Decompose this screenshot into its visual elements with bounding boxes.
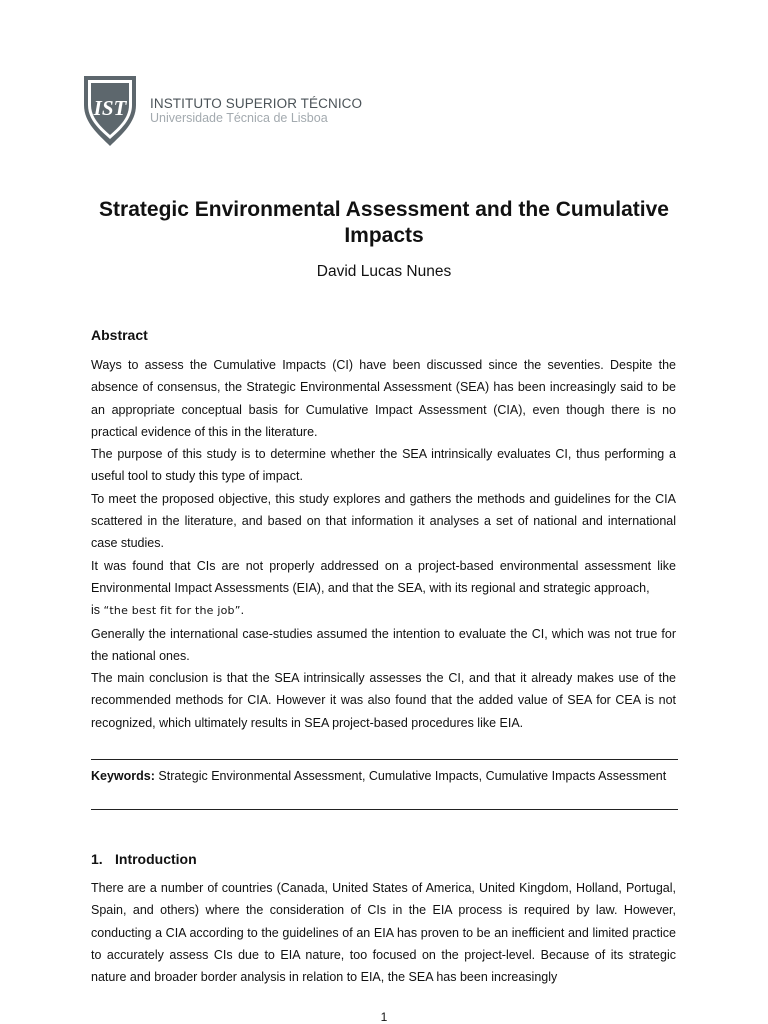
abstract-paragraph: It was found that CIs are not properly addressed on a project-based environmental assessment like Environmental Impact Assessments (EIA), and that the SEA, with its regional and strategic approach, xyxy=(91,558,676,595)
quote-suffix: . xyxy=(240,603,245,618)
abstract-paragraph: The purpose of this study is to determine whether the SEA intrinsically evaluates CI, thus performing a useful tool to study this type of impact. xyxy=(91,447,676,484)
keywords-text: Strategic Environmental Assessment, Cumulative Impacts, Cumulative Impacts Assessment xyxy=(158,769,667,783)
paper-author: David Lucas Nunes xyxy=(316,263,452,280)
page-number: 1 xyxy=(380,1010,388,1024)
abstract-quote-line xyxy=(91,599,676,622)
logo-monogram: IST xyxy=(93,96,127,120)
institution-name: INSTITUTO SUPERIOR TÉCNICO xyxy=(150,96,363,111)
introduction-heading xyxy=(91,851,197,867)
institution-logo xyxy=(83,75,373,150)
keywords-bottom-rule xyxy=(91,809,678,810)
abstract-paragraph: The main conclusion is that the SEA intrinsically assesses the CI, and that it already makes use of the recommended methods for CIA. However it was also found that the added value of SEA for CEA is not recognized, which ultimately results in SEA project-based procedures like EIA. xyxy=(91,671,676,730)
abstract-body xyxy=(91,354,676,734)
paper-title: Strategic Environmental Assessment and the Cumulative Impacts xyxy=(99,198,669,247)
keywords-top-rule xyxy=(91,759,678,760)
keywords-label: Keywords: xyxy=(91,769,155,783)
introduction-paragraph: There are a number of countries (Canada, United States of America, United Kingdom, Holland, Portugal, Spain, and others) where the consideration of CIs in the EIA process is required by law. However, conducting a CIA according to the guidelines of an EIA has proven to be an inefficient and limited practice to accurately assess CIs due to EIA nature, too focused on the project-level. Because of its strategic nature and broader border analysis in relation to EIA, the SEA has been increasingly xyxy=(91,881,676,985)
abstract-paragraph: To meet the proposed objective, this study explores and gathers the methods and guidelines for the CIA scattered in the literature, and based on that information it analyses a set of national and international case studies. xyxy=(91,491,676,551)
section-title: Introduction xyxy=(115,851,197,867)
abstract-heading: Abstract xyxy=(91,327,148,343)
keywords-block xyxy=(91,770,676,784)
abstract-paragraph: Generally the international case-studies assumed the intention to evaluate the CI, which was not true for the national ones. xyxy=(91,626,676,663)
ist-shield-icon xyxy=(83,75,137,147)
introduction-body xyxy=(91,877,676,988)
institution-subtitle: Universidade Técnica de Lisboa xyxy=(150,111,328,125)
quote-prefix: is xyxy=(91,603,104,618)
quoted-phrase: “the best fit for the job” xyxy=(103,604,241,618)
abstract-paragraph: Ways to assess the Cumulative Impacts (CI) have been discussed since the seventies. Despite the absence of consensus, the Strategic Environmental Assessment (SEA) has been increasingly said to be an appropriate conceptual basis for Cumulative Impact Assessment (CIA), even though there is no practical evidence of this in the literature. xyxy=(91,358,676,439)
section-number: 1. xyxy=(91,851,103,867)
